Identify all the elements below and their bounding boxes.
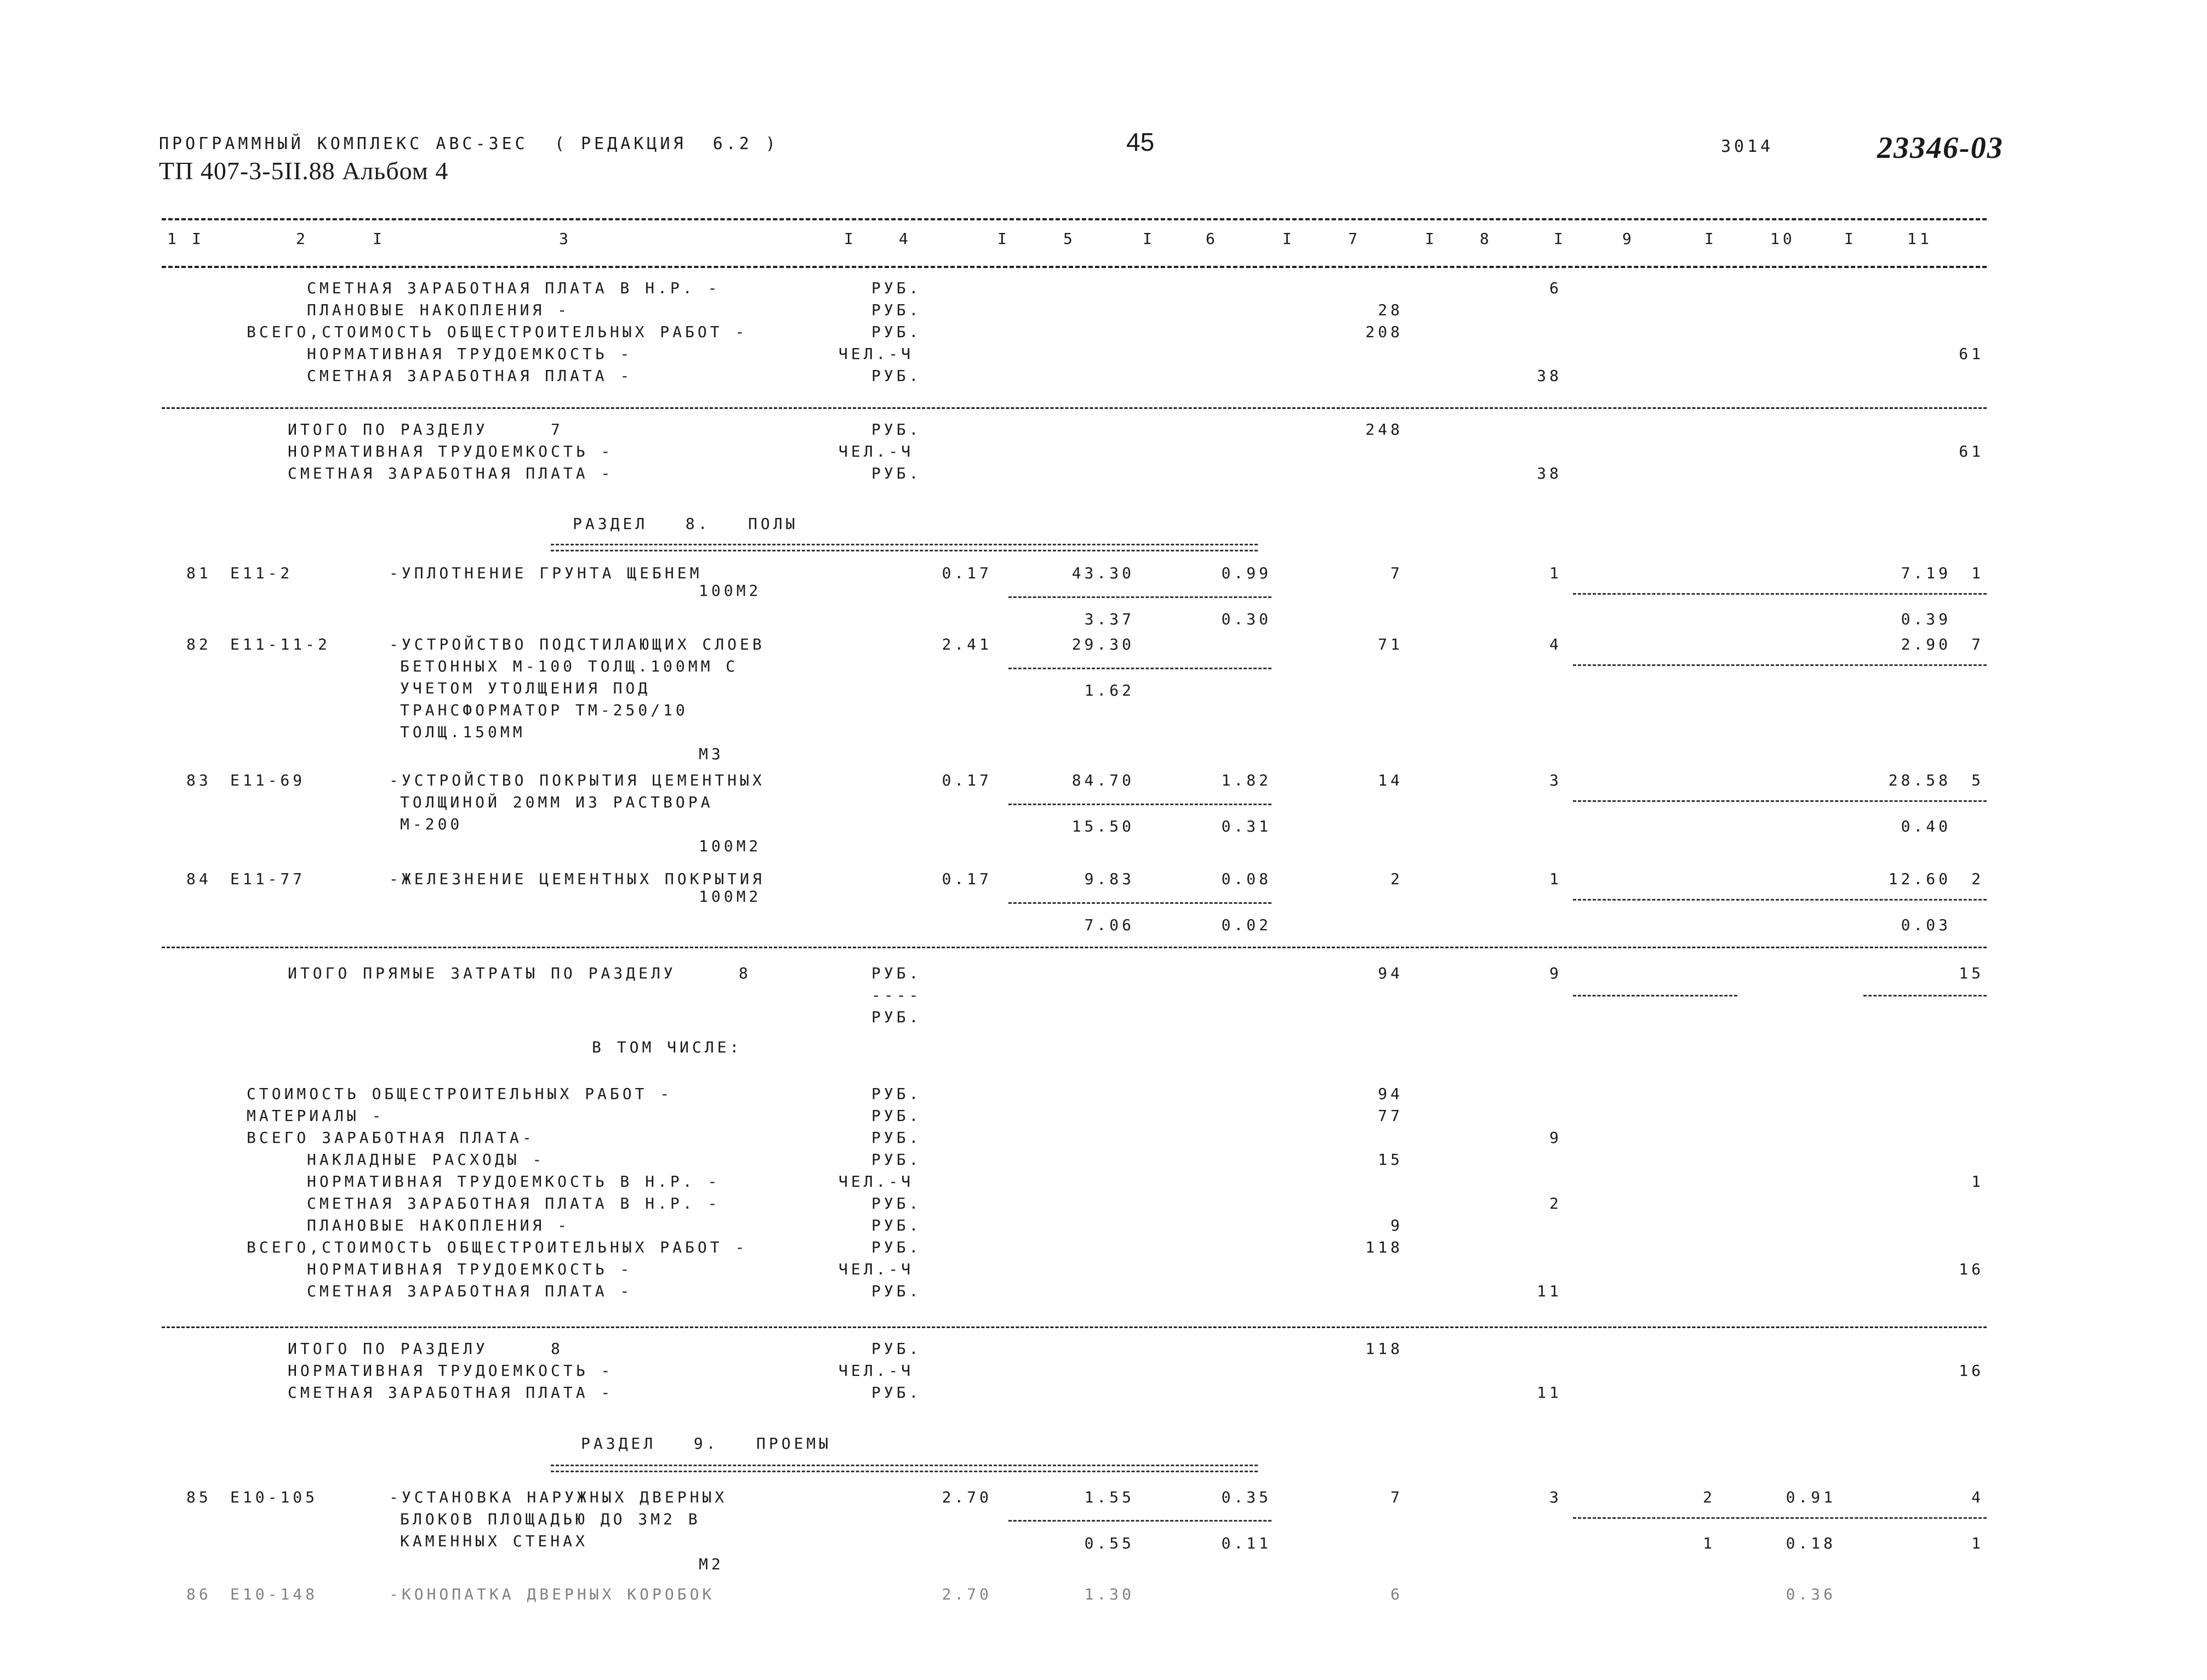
summary-unit: РУБ. [871,1194,922,1212]
summary-label: МАТЕРИАЛЫ - [247,1107,385,1125]
total-unit: ЧЕЛ.-Ч [839,442,914,460]
item-col5: 1.30 [1084,1585,1134,1603]
summary-unit: РУБ. [871,279,922,297]
total-unit: РУБ. [871,420,922,438]
summary-col8: 11 [1537,1282,1562,1300]
item-col7: 14 [1378,771,1403,789]
item-col6-wages: 0.31 [1221,817,1271,835]
summary-col8: 6 [1549,279,1562,297]
summary-col11: 61 [1959,345,1984,363]
item-number: 83 [186,771,212,789]
column-header-7: 7 [1348,230,1361,248]
total-unit: ЧЕЛ.-Ч [839,1362,914,1380]
direct-costs-col7: 94 [1378,964,1403,982]
item-col6: 0.99 [1221,564,1271,582]
item-col7: 6 [1390,1585,1403,1603]
summary-label: СМЕТНАЯ ЗАРАБОТНАЯ ПЛАТА - [307,367,633,385]
item-subline [1008,1520,1271,1522]
item-col10: 28.58 [1888,771,1951,789]
item-col8: 4 [1549,635,1562,653]
item-col11: 5 [1971,771,1984,789]
column-separator: I [997,230,1010,248]
item-col10: 0.36 [1786,1585,1836,1603]
total-label: ИТОГО ПО РАЗДЕЛУ 7 [288,420,563,438]
item-col11: 7 [1971,635,1984,653]
column-header-1: 1 [167,230,180,248]
including-label: В ТОМ ЧИСЛЕ: [592,1038,743,1056]
total-label: СМЕТНАЯ ЗАРАБОТНАЯ ПЛАТА - [288,464,614,482]
item-col6-wages: 0.11 [1221,1534,1271,1552]
item-description: -ЖЕЛЕЗНЕНИЕ ЦЕМЕНТНЫХ ПОКРЫТИЯ [389,870,765,888]
item-subline [1573,899,1987,901]
item-unit: М3 [699,745,724,763]
item-code: Е10-148 [230,1585,318,1603]
item-col10-wages: 0.18 [1786,1534,1836,1552]
column-separator: I [844,230,857,248]
item-col11: 2 [1971,870,1984,888]
project-title: ТП 407-3-5II.88 Альбом 4 [159,157,449,185]
summary-label: ВСЕГО,СТОИМОСТЬ ОБЩЕСТРОИТЕЛЬНЫХ РАБОТ - [247,1238,748,1256]
item-number: 84 [186,870,212,888]
summary-unit: РУБ. [871,301,922,319]
total-unit: РУБ. [871,464,922,482]
column-header-3: 3 [559,230,572,248]
table-header-rule [162,266,1987,268]
column-header-5: 5 [1063,230,1076,248]
item-col4: 2.70 [942,1488,992,1506]
summary-col7: 208 [1365,323,1403,341]
item-col9-wages: 1 [1703,1534,1715,1552]
item-description: ТРАНСФОРМАТОР ТМ-250/10 [400,701,688,719]
item-subline [1573,593,1987,595]
divider [1863,995,1987,996]
summary-label: ПЛАНОВЫЕ НАКОПЛЕНИЯ - [307,1216,571,1234]
summary-label: НОРМАТИВНАЯ ТРУДОЕМКОСТЬ В Н.Р. - [307,1172,721,1191]
section8-title-underline [551,544,1258,551]
summary-col8: 2 [1549,1194,1562,1212]
item-number: 82 [186,635,212,653]
total-col8: 11 [1537,1383,1562,1402]
item-col11-wages: 1 [1971,1534,1984,1552]
item-col9: 2 [1703,1488,1715,1506]
total-label: СМЕТНАЯ ЗАРАБОТНАЯ ПЛАТА - [288,1383,614,1402]
item-code: Е11-69 [230,771,306,789]
item-col10: 2.90 [1901,635,1951,653]
item-description: -УСТРОЙСТВО ПОКРЫТИЯ ЦЕМЕНТНЫХ [389,771,765,789]
summary-unit: РУБ. [871,1085,922,1103]
summary-unit: ЧЕЛ.-Ч [839,1172,914,1191]
column-header-11: 11 [1907,230,1932,248]
summary-unit: ЧЕЛ.-Ч [839,1260,914,1278]
item-number: 85 [186,1488,212,1506]
item-description: УЧЕТОМ УТОЛЩЕНИЯ ПОД [400,679,651,697]
summary-label: НОРМАТИВНАЯ ТРУДОЕМКОСТЬ - [307,345,633,363]
item-col10-wages: 0.40 [1901,817,1951,835]
section9-title: РАЗДЕЛ 9. ПРОЕМЫ [581,1434,832,1453]
column-header-6: 6 [1206,230,1218,248]
total-unit: РУБ. [871,1383,922,1402]
item-col6-wages: 0.30 [1221,610,1271,628]
item-unit: 100М2 [699,887,762,906]
item-description: -КОНОПАТКА ДВЕРНЫХ КОРОБОК [389,1585,715,1603]
handwritten-number: 23346-03 [1877,131,2004,165]
item-col8: 3 [1549,771,1562,789]
column-header-8: 8 [1480,230,1492,248]
item-col5: 84.70 [1071,771,1134,789]
total-label: НОРМАТИВНАЯ ТРУДОЕМКОСТЬ - [288,1362,614,1380]
item-col5: 43.30 [1071,564,1134,582]
column-separator: I [192,230,204,248]
column-header-4: 4 [899,230,911,248]
item-col7: 2 [1390,870,1403,888]
item-description: М-200 [400,815,463,833]
item-number: 81 [186,564,212,582]
item-col6-wages: 0.02 [1221,916,1271,934]
item-col6: 1.82 [1221,771,1271,789]
summary-label: ВСЕГО ЗАРАБОТНАЯ ПЛАТА- [247,1129,535,1147]
item-col7: 7 [1390,1488,1403,1506]
direct-costs-col11: 15 [1959,964,1984,982]
item-col10: 7.19 [1901,564,1951,582]
divider [1573,995,1737,996]
summary-unit: ЧЕЛ.-Ч [839,345,914,363]
item-subline [1573,1517,1987,1519]
direct-costs-unit: РУБ. [871,964,922,982]
item-col4: 0.17 [942,870,992,888]
column-separator: I [1425,230,1438,248]
item-col6: 0.35 [1221,1488,1271,1506]
item-subline [1008,804,1271,805]
summary-col11: 1 [1971,1172,1984,1191]
column-separator: I [1844,230,1857,248]
total-col7: 118 [1365,1340,1403,1358]
item-col4: 2.70 [942,1585,992,1603]
item-col8: 3 [1549,1488,1562,1506]
item-unit: 100М2 [699,837,762,855]
item-description: -УПЛОТНЕНИЕ ГРУНТА ЩЕБНЕМ [389,564,703,582]
summary-label: СМЕТНАЯ ЗАРАБОТНАЯ ПЛАТА В Н.Р. - [307,1194,721,1212]
summary-unit: РУБ. [871,367,922,385]
item-description: БЛОКОВ ПЛОЩАДЬЮ ДО 3М2 В [400,1510,701,1528]
column-header-9: 9 [1622,230,1635,248]
item-subline [1573,800,1987,802]
total-col11: 61 [1959,442,1984,460]
item-col4: 0.17 [942,771,992,789]
direct-costs-col8: 9 [1549,964,1562,982]
item-unit: М2 [699,1555,724,1573]
item-col10: 0.91 [1786,1488,1836,1506]
table-top-rule [162,218,1987,220]
item-description: -УСТРОЙСТВО ПОДСТИЛАЮЩИХ СЛОЕВ [389,635,765,653]
item-subline [1573,664,1987,666]
summary-unit: РУБ. [871,1216,922,1234]
summary-col7: 28 [1378,301,1403,319]
item-description: ТОЛЩ.150ММ [400,723,526,741]
summary-label: СТОИМОСТЬ ОБЩЕСТРОИТЕЛЬНЫХ РАБОТ - [247,1085,673,1103]
item-code: Е11-2 [230,564,293,582]
item-col10: 12.60 [1888,870,1951,888]
divider [162,407,1987,409]
direct-costs-label: ИТОГО ПРЯМЫЕ ЗАТРАТЫ ПО РАЗДЕЛУ 8 [288,964,751,982]
item-subline [1008,902,1271,904]
summary-col7: 9 [1390,1216,1403,1234]
item-col11: 4 [1971,1488,1984,1506]
summary-label: ВСЕГО,СТОИМОСТЬ ОБЩЕСТРОИТЕЛЬНЫХ РАБОТ - [247,323,748,341]
column-header-10: 10 [1770,230,1795,248]
item-col11: 1 [1971,564,1984,582]
summary-label: ПЛАНОВЫЕ НАКОПЛЕНИЯ - [307,301,571,319]
summary-unit: РУБ. [871,1129,922,1147]
divider [162,947,1987,948]
total-label: ИТОГО ПО РАЗДЕЛУ 8 [288,1340,563,1358]
summary-unit: РУБ. [871,1282,922,1300]
item-col5: 29.30 [1071,635,1134,653]
summary-label: НАКЛАДНЫЕ РАСХОДЫ - [307,1151,545,1169]
summary-col7: 94 [1378,1085,1403,1103]
column-separator: I [1282,230,1295,248]
item-col5-wages: 0.55 [1084,1534,1134,1552]
item-col5: 1.55 [1084,1488,1134,1506]
total-col8: 38 [1537,464,1562,482]
item-subline [1008,596,1271,598]
item-description: -УСТАНОВКА НАРУЖНЫХ ДВЕРНЫХ [389,1488,728,1506]
summary-col7: 77 [1378,1107,1403,1125]
summary-unit: РУБ. [871,323,922,341]
column-separator: I [1704,230,1717,248]
document-code: 3014 [1721,137,1774,156]
summary-col7: 15 [1378,1151,1403,1169]
direct-costs-dash: ---- [871,986,922,1004]
item-col5-wages: 7.06 [1084,916,1134,934]
column-separator: I [373,230,385,248]
item-col5-wages: 3.37 [1084,610,1134,628]
item-col8: 1 [1549,564,1562,582]
divider [162,1326,1987,1328]
column-separator: I [1143,230,1155,248]
summary-unit: РУБ. [871,1107,922,1125]
item-number: 86 [186,1585,212,1603]
item-col10-wages: 0.03 [1901,916,1951,934]
summary-label: СМЕТНАЯ ЗАРАБОТНАЯ ПЛАТА В Н.Р. - [307,279,721,297]
section9-title-underline [551,1465,1258,1472]
item-unit: 100М2 [699,582,762,600]
summary-unit: РУБ. [871,1238,922,1256]
item-col8: 1 [1549,870,1562,888]
item-description: ТОЛЩИНОЙ 20ММ ИЗ РАСТВОРА [400,793,714,811]
column-separator: I [1554,230,1566,248]
summary-col8: 9 [1549,1129,1562,1147]
item-col4: 0.17 [942,564,992,582]
total-col7: 248 [1365,420,1403,438]
item-col4: 2.41 [942,635,992,653]
column-header-2: 2 [296,230,309,248]
summary-unit: РУБ. [871,1151,922,1169]
total-label: НОРМАТИВНАЯ ТРУДОЕМКОСТЬ - [288,442,614,460]
program-name: ПРОГРАММНЫЙ КОМПЛЕКС АВС-3ЕС ( РЕДАКЦИЯ 6.2 ) [159,134,779,153]
item-col7: 71 [1378,635,1403,653]
item-col5-wages: 15.50 [1071,817,1134,835]
summary-col8: 38 [1537,367,1562,385]
item-col5: 9.83 [1084,870,1134,888]
item-col7: 7 [1390,564,1403,582]
item-code: Е11-11-2 [230,635,330,653]
section8-title: РАЗДЕЛ 8. ПОЛЫ [573,515,799,533]
summary-col11: 16 [1959,1260,1984,1278]
summary-label: СМЕТНАЯ ЗАРАБОТНАЯ ПЛАТА - [307,1282,633,1300]
direct-costs-unit-2: РУБ. [871,1008,922,1026]
page-number: 45 [1126,128,1155,156]
item-subline [1008,668,1271,669]
item-col10-wages: 0.39 [1901,610,1951,628]
total-unit: РУБ. [871,1340,922,1358]
summary-col7: 118 [1365,1238,1403,1256]
item-code: Е10-105 [230,1488,318,1506]
item-col6: 0.08 [1221,870,1271,888]
item-description: БЕТОННЫХ М-100 ТОЛЩ.100ММ С [400,657,739,675]
item-col5-wages: 1.62 [1084,681,1134,699]
item-description: КАМЕННЫХ СТЕНАХ [400,1532,588,1550]
item-code: Е11-77 [230,870,306,888]
total-col11: 16 [1959,1362,1984,1380]
summary-label: НОРМАТИВНАЯ ТРУДОЕМКОСТЬ - [307,1260,633,1278]
